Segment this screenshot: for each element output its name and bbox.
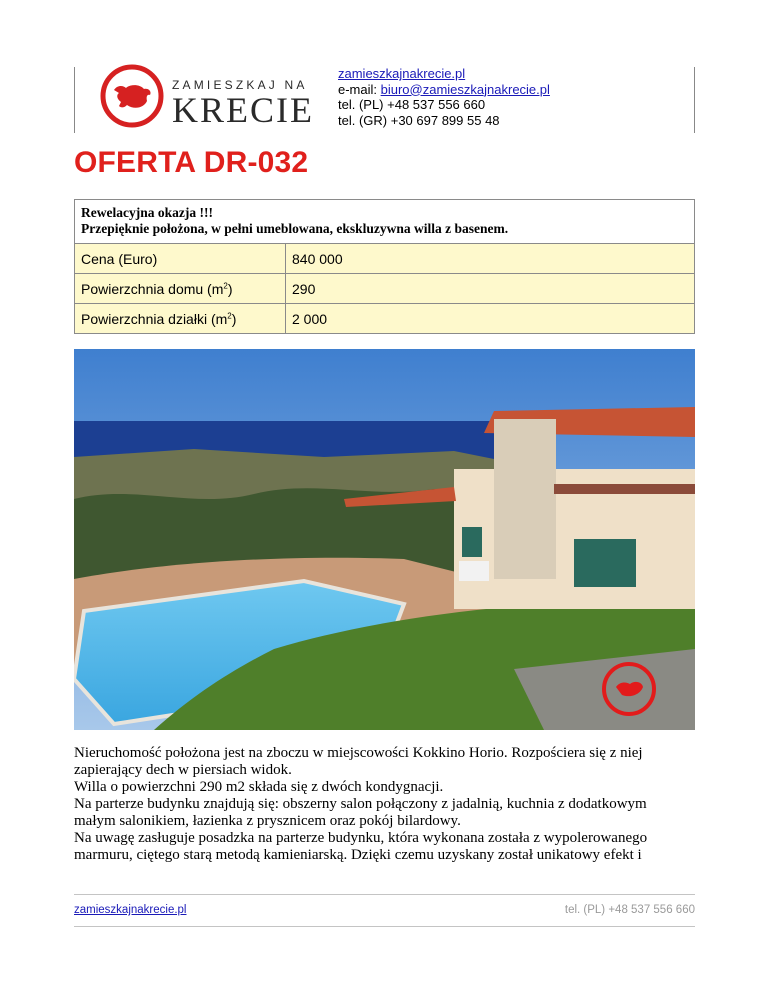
price-label: Cena (Euro) — [75, 244, 286, 274]
description-line: małym salonikiem, łazienka z prysznicem oraz pokój bilardowy. — [74, 813, 461, 829]
balcony-rail — [554, 484, 695, 494]
window — [574, 539, 636, 587]
description-line: Na parterze budynku znajdują się: obszerny salon połączony z jadalnią, kuchnia z dodatkowym — [74, 796, 647, 812]
house-area-label: Powierzchnia domu $(m^2)$ — [75, 274, 286, 304]
intro-cell — [75, 200, 695, 244]
offer-title: OFERTA DR-032 — [74, 146, 309, 179]
contact-block — [338, 66, 550, 128]
table-row — [75, 274, 695, 304]
description-line: zapierający dech w piersiach widok. — [74, 762, 292, 778]
footer-rule-top — [74, 894, 695, 895]
header-left-rule — [74, 67, 75, 133]
logo-text-main: KRECIE — [172, 90, 314, 130]
email-link[interactable]: biuro@zamieszkajnakrecie.pl — [380, 81, 550, 97]
company-logo — [100, 64, 315, 130]
phone-pl: tel. (PL) +48 537 556 660 — [338, 97, 486, 112]
house-area-value: 290 — [286, 274, 695, 304]
description-line: marmuru, ciętego starą metodą kamieniarską. Dzięki czemu uzyskany został unikatowy efekt i — [74, 847, 642, 863]
description-line: Na uwagę zasługuje posadzka na parterze budynku, która wykonana została z wypolerowanego — [74, 830, 648, 846]
footer-website-link[interactable]: zamieszkajnakrecie.pl — [74, 904, 187, 916]
table-row — [75, 304, 695, 334]
description-line: Willa o powierzchni 290 m2 składa się z dwóch kondygnacji. — [74, 779, 444, 795]
villa-photo-illustration — [74, 349, 695, 730]
plot-area-value: 2 000 — [286, 304, 695, 334]
price-value: 840 000 — [286, 244, 695, 274]
plot-area-label: Powierzchnia działki $(m^2)$ — [75, 304, 286, 334]
intro-headline: Rewelacyjna okazja !!! — [81, 205, 213, 220]
description — [74, 745, 704, 864]
table-row — [75, 244, 695, 274]
footer-phone: tel. (PL) +48 537 556 660 — [564, 904, 695, 916]
logo-text-top: ZAMIESZKAJ NA — [172, 78, 308, 92]
offer-table — [74, 199, 695, 334]
website-link[interactable]: zamieszkajnakrecie.pl — [338, 66, 466, 81]
intro-row — [75, 200, 695, 244]
intro-subtitle: Przepięknie położona, w pełni umeblowana, ekskluzywna willa z basenem. — [81, 221, 509, 236]
description-line: Nieruchomość położona jest na zboczu w miejscowości Kokkino Horio. Rozpościera się z niej — [74, 745, 643, 761]
small-window — [462, 527, 482, 557]
email-label: e-mail: — [338, 81, 381, 97]
stone-chimney — [494, 419, 556, 579]
villa-photo — [74, 349, 695, 730]
ac-unit — [459, 561, 489, 581]
footer-rule-bottom — [74, 926, 695, 927]
header-right-rule — [694, 67, 695, 133]
phone-gr: tel. (GR) +30 697 899 55 48 — [338, 112, 500, 128]
